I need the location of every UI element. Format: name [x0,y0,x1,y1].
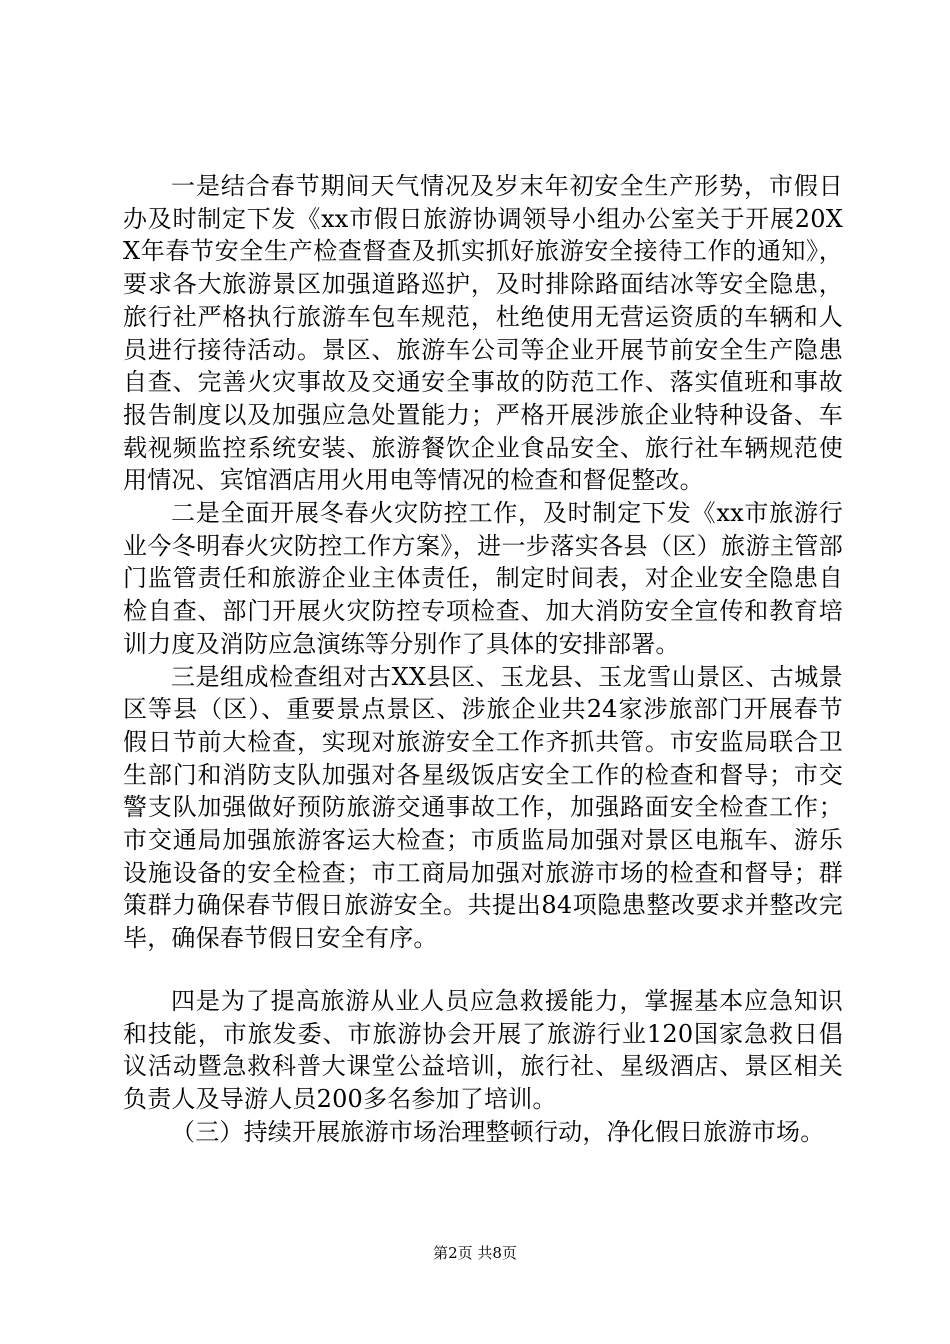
paragraph-safety-inspection: 一是结合春节期间天气情况及岁末年初安全生产形势，市假日办及时制定下发《xx市假日旅游协调领导小组办公室关于开展20XX年春节安全生产检查督查及抓实抓好旅游安全接待工作的通知》，要求各大旅游景区加强道路巡护，及时排除路面结冰等安全隐患，旅行社严格执行旅游车包车规范，杜绝使用无营运资质的车辆和人员进行接待活动。景区、旅游车公司等企业开展节前安全生产隐患自查、完善火灾事故及交通安全事故的防范工作、落实值班和事故报告制度以及加强应急处置能力；严格开展涉旅企业特种设备、车载视频监控系统安装、旅游餐饮企业食品安全、旅行社车辆规范使用情况、宾馆酒店用火用电等情况的检查和督促整改。 [123,172,843,495]
page-number-footer: 第2页 共8页 [433,1244,517,1262]
paragraph-fire-prevention: 二是全面开展冬春火灾防控工作，及时制定下发《xx市旅游行业今冬明春火灾防控工作方案》，进一步落实各县（区）旅游主管部门监管责任和旅游企业主体责任，制定时间表，对企业安全隐患自检自查、部门开展火灾防控专项检查、加大消防安全宣传和教育培训力度及消防应急演练等分别作了具体的安排部署。 [123,499,843,658]
paragraph-emergency-training: 四是为了提高旅游从业人员应急救援能力，掌握基本应急知识和技能，市旅发委、市旅游协会开展了旅游行业120国家急救日倡议活动暨急救科普大课堂公益培训，旅行社、星级酒店、景区相关负责人及导游人员200多名参加了培训。 [123,986,843,1113]
section-heading-market-regulation: （三）持续开展旅游市场治理整顿行动，净化假日旅游市场。 [171,1117,825,1146]
document-body [123,170,843,1148]
paragraph-inspection-teams: 三是组成检查组对古XX县区、玉龙县、玉龙雪山景区、古城景区等县（区）、重要景点景区、涉旅企业共24家涉旅部门开展春节假日节前大检查，实现对旅游安全工作齐抓共管。市安监局联合卫生部门和消防支队加强对各星级饭店安全工作的检查和督导；市交警支队加强做好预防旅游交通事故工作，加强路面安全检查工作；市交通局加强旅游客运大检查；市质监局加强对景区电瓶车、游乐设施设备的安全检查；市工商局加强对旅游市场的检查和督导；群策群力确保春节假日旅游安全。共提出84项隐患整改要求并整改完毕，确保春节假日安全有序。 [123,662,843,953]
